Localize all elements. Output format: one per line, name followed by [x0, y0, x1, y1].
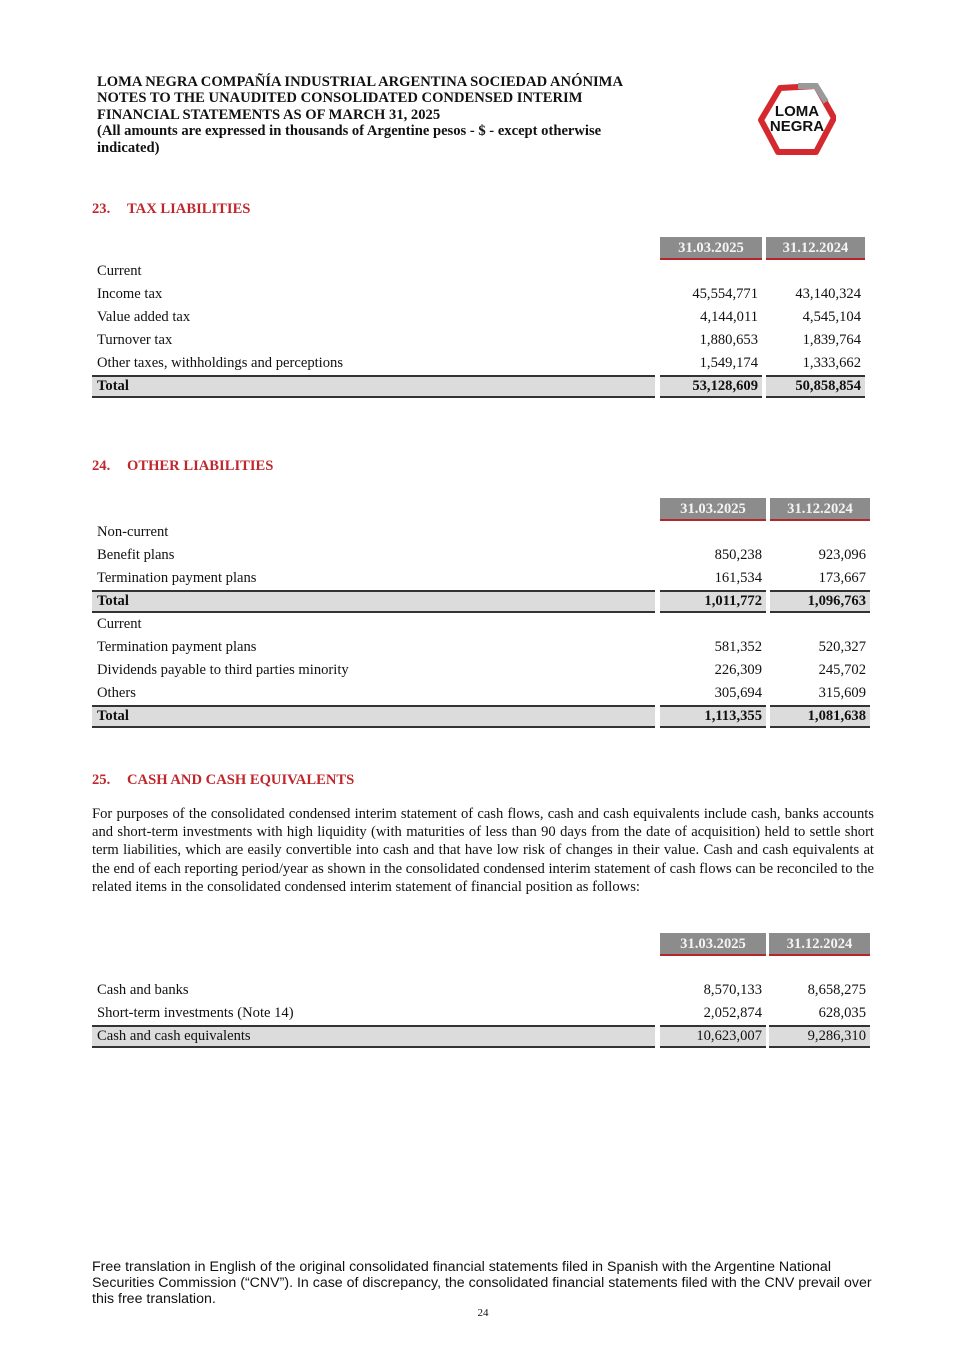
row-label: Total [97, 708, 129, 724]
row-label: Current [97, 263, 142, 279]
table-row [92, 329, 882, 352]
row-value: 1,880,653 [699, 332, 758, 348]
header-line: FINANCIAL STATEMENTS AS OF MARCH 31, 2025 [97, 106, 441, 123]
table-row [92, 283, 882, 306]
column-header-row [92, 498, 882, 521]
header-line: indicated) [97, 139, 160, 156]
total-row [92, 590, 882, 613]
page-number: 24 [477, 1307, 489, 1319]
table-row [92, 636, 882, 659]
tax-liabilities-table [92, 237, 882, 398]
row-value: 520,327 [818, 639, 866, 655]
row-label: Total [97, 593, 129, 609]
row-label: Cash and cash equivalents [97, 1028, 251, 1044]
row-value: 1,096,763 [807, 593, 866, 609]
column-header: 31.03.2025 [660, 237, 762, 260]
row-label: Other taxes, withholdings and perceptions [97, 355, 344, 371]
total-row [92, 705, 882, 728]
table-row [92, 306, 882, 329]
footer-disclaimer: Free translation in English of the original consolidated financial statements filed in Spanish with the Argentine National Securities Commission (“CNV”). In case of discrepancy, the consolidated financial statements filed with the CNV prevail over this free translation. [92, 1259, 872, 1308]
column-header: 31.03.2025 [660, 498, 766, 521]
table-row [92, 521, 882, 544]
row-value: 53,128,609 [692, 378, 758, 394]
row-value: 581,352 [714, 639, 762, 655]
table-row [92, 567, 882, 590]
row-value: 9,286,310 [807, 1028, 866, 1044]
row-label: Termination payment plans [97, 639, 257, 655]
row-value: 10,623,007 [696, 1028, 762, 1044]
section-title-25: 25. CASH AND CASH EQUIVALENTS [92, 772, 355, 788]
row-label: Income tax [97, 286, 163, 302]
row-value: 628,035 [818, 1005, 866, 1021]
other-liabilities-table [92, 498, 882, 728]
row-value: 226,309 [714, 662, 762, 678]
row-value: 1,113,355 [704, 708, 762, 724]
row-label: Total [97, 378, 129, 394]
total-row [92, 375, 882, 398]
row-label: Cash and banks [97, 982, 189, 998]
total-row [92, 1025, 882, 1048]
total-shading [92, 705, 655, 728]
row-label: Turnover tax [97, 332, 173, 348]
header-line: NOTES TO THE UNAUDITED CONSOLIDATED CONDENSED INTERIM [97, 90, 583, 107]
cash-equivalents-paragraph: For purposes of the consolidated condensed interim statement of cash flows, cash and cash equivalents include cash, banks accounts and short-term investments with high liquidity (with maturities of less than 90 days from the date of acquisition) held to settle short term liabilities, which are easily convertible into cash and that have low risk of changes in their value. Cash and cash equivalents at the end of each reporting period/year as shown in the consolidated condensed interim statement of cash flows can be reconciled to the related items in the consolidated condensed interim statement of financial position as follows: [92, 806, 874, 895]
header-line: (All amounts are expressed in thousands of Argentine pesos - $ - except otherwise [97, 123, 602, 140]
column-header: 31.03.2025 [660, 933, 766, 956]
row-label: Value added tax [97, 309, 191, 325]
loma-negra-logo [758, 82, 836, 156]
row-value: 8,570,133 [703, 982, 762, 998]
row-label: Dividends payable to third parties minority [97, 662, 349, 678]
row-value: 1,839,764 [802, 332, 861, 348]
section-title-24: 24. OTHER LIABILITIES [92, 458, 274, 474]
row-value: 245,702 [818, 662, 866, 678]
row-label: Benefit plans [97, 547, 175, 563]
column-header-row [92, 933, 882, 956]
table-row [92, 979, 882, 1002]
cash-equivalents-table [92, 933, 882, 1048]
row-value: 173,667 [818, 570, 866, 586]
row-label: Non-current [97, 524, 169, 540]
row-value: 8,658,275 [807, 982, 866, 998]
table-row [92, 659, 882, 682]
document-header [97, 74, 717, 156]
row-value: 1,081,638 [807, 708, 866, 724]
row-value: 161,534 [714, 570, 762, 586]
column-header: 31.12.2024 [770, 498, 870, 521]
row-value: 2,052,874 [703, 1005, 762, 1021]
row-label: Termination payment plans [97, 570, 257, 586]
row-label: Short-term investments (Note 14) [97, 1005, 294, 1021]
row-value: 850,238 [714, 547, 762, 563]
table-row [92, 352, 882, 375]
table-row [92, 1002, 882, 1025]
svg-text:LOMA: LOMA [774, 103, 820, 120]
table-row [92, 613, 882, 636]
header-line: LOMA NEGRA COMPAÑÍA INDUSTRIAL ARGENTINA SOCIEDAD ANÓNIMA [97, 74, 623, 90]
svg-text:NEGRA: NEGRA [769, 118, 825, 135]
row-value: 1,549,174 [699, 355, 758, 371]
total-shading [92, 590, 655, 613]
row-value: 923,096 [818, 547, 866, 563]
row-value: 50,858,854 [795, 378, 861, 394]
column-header: 31.12.2024 [766, 237, 865, 260]
row-value: 45,554,771 [692, 286, 758, 302]
row-value: 4,545,104 [802, 309, 861, 325]
row-value: 1,333,662 [802, 355, 861, 371]
table-row [92, 682, 882, 705]
row-value: 4,144,011 [700, 309, 758, 325]
table-row [92, 260, 882, 283]
row-value: 305,694 [714, 685, 762, 701]
row-label: Others [97, 685, 136, 701]
column-header-row [92, 237, 882, 260]
section-title-23: 23. TAX LIABILITIES [92, 201, 251, 217]
column-header: 31.12.2024 [769, 933, 870, 956]
table-row [92, 544, 882, 567]
row-value: 43,140,324 [795, 286, 861, 302]
total-shading [92, 375, 655, 398]
row-label: Current [97, 616, 142, 632]
row-value: 1,011,772 [704, 593, 762, 609]
row-value: 315,609 [818, 685, 866, 701]
